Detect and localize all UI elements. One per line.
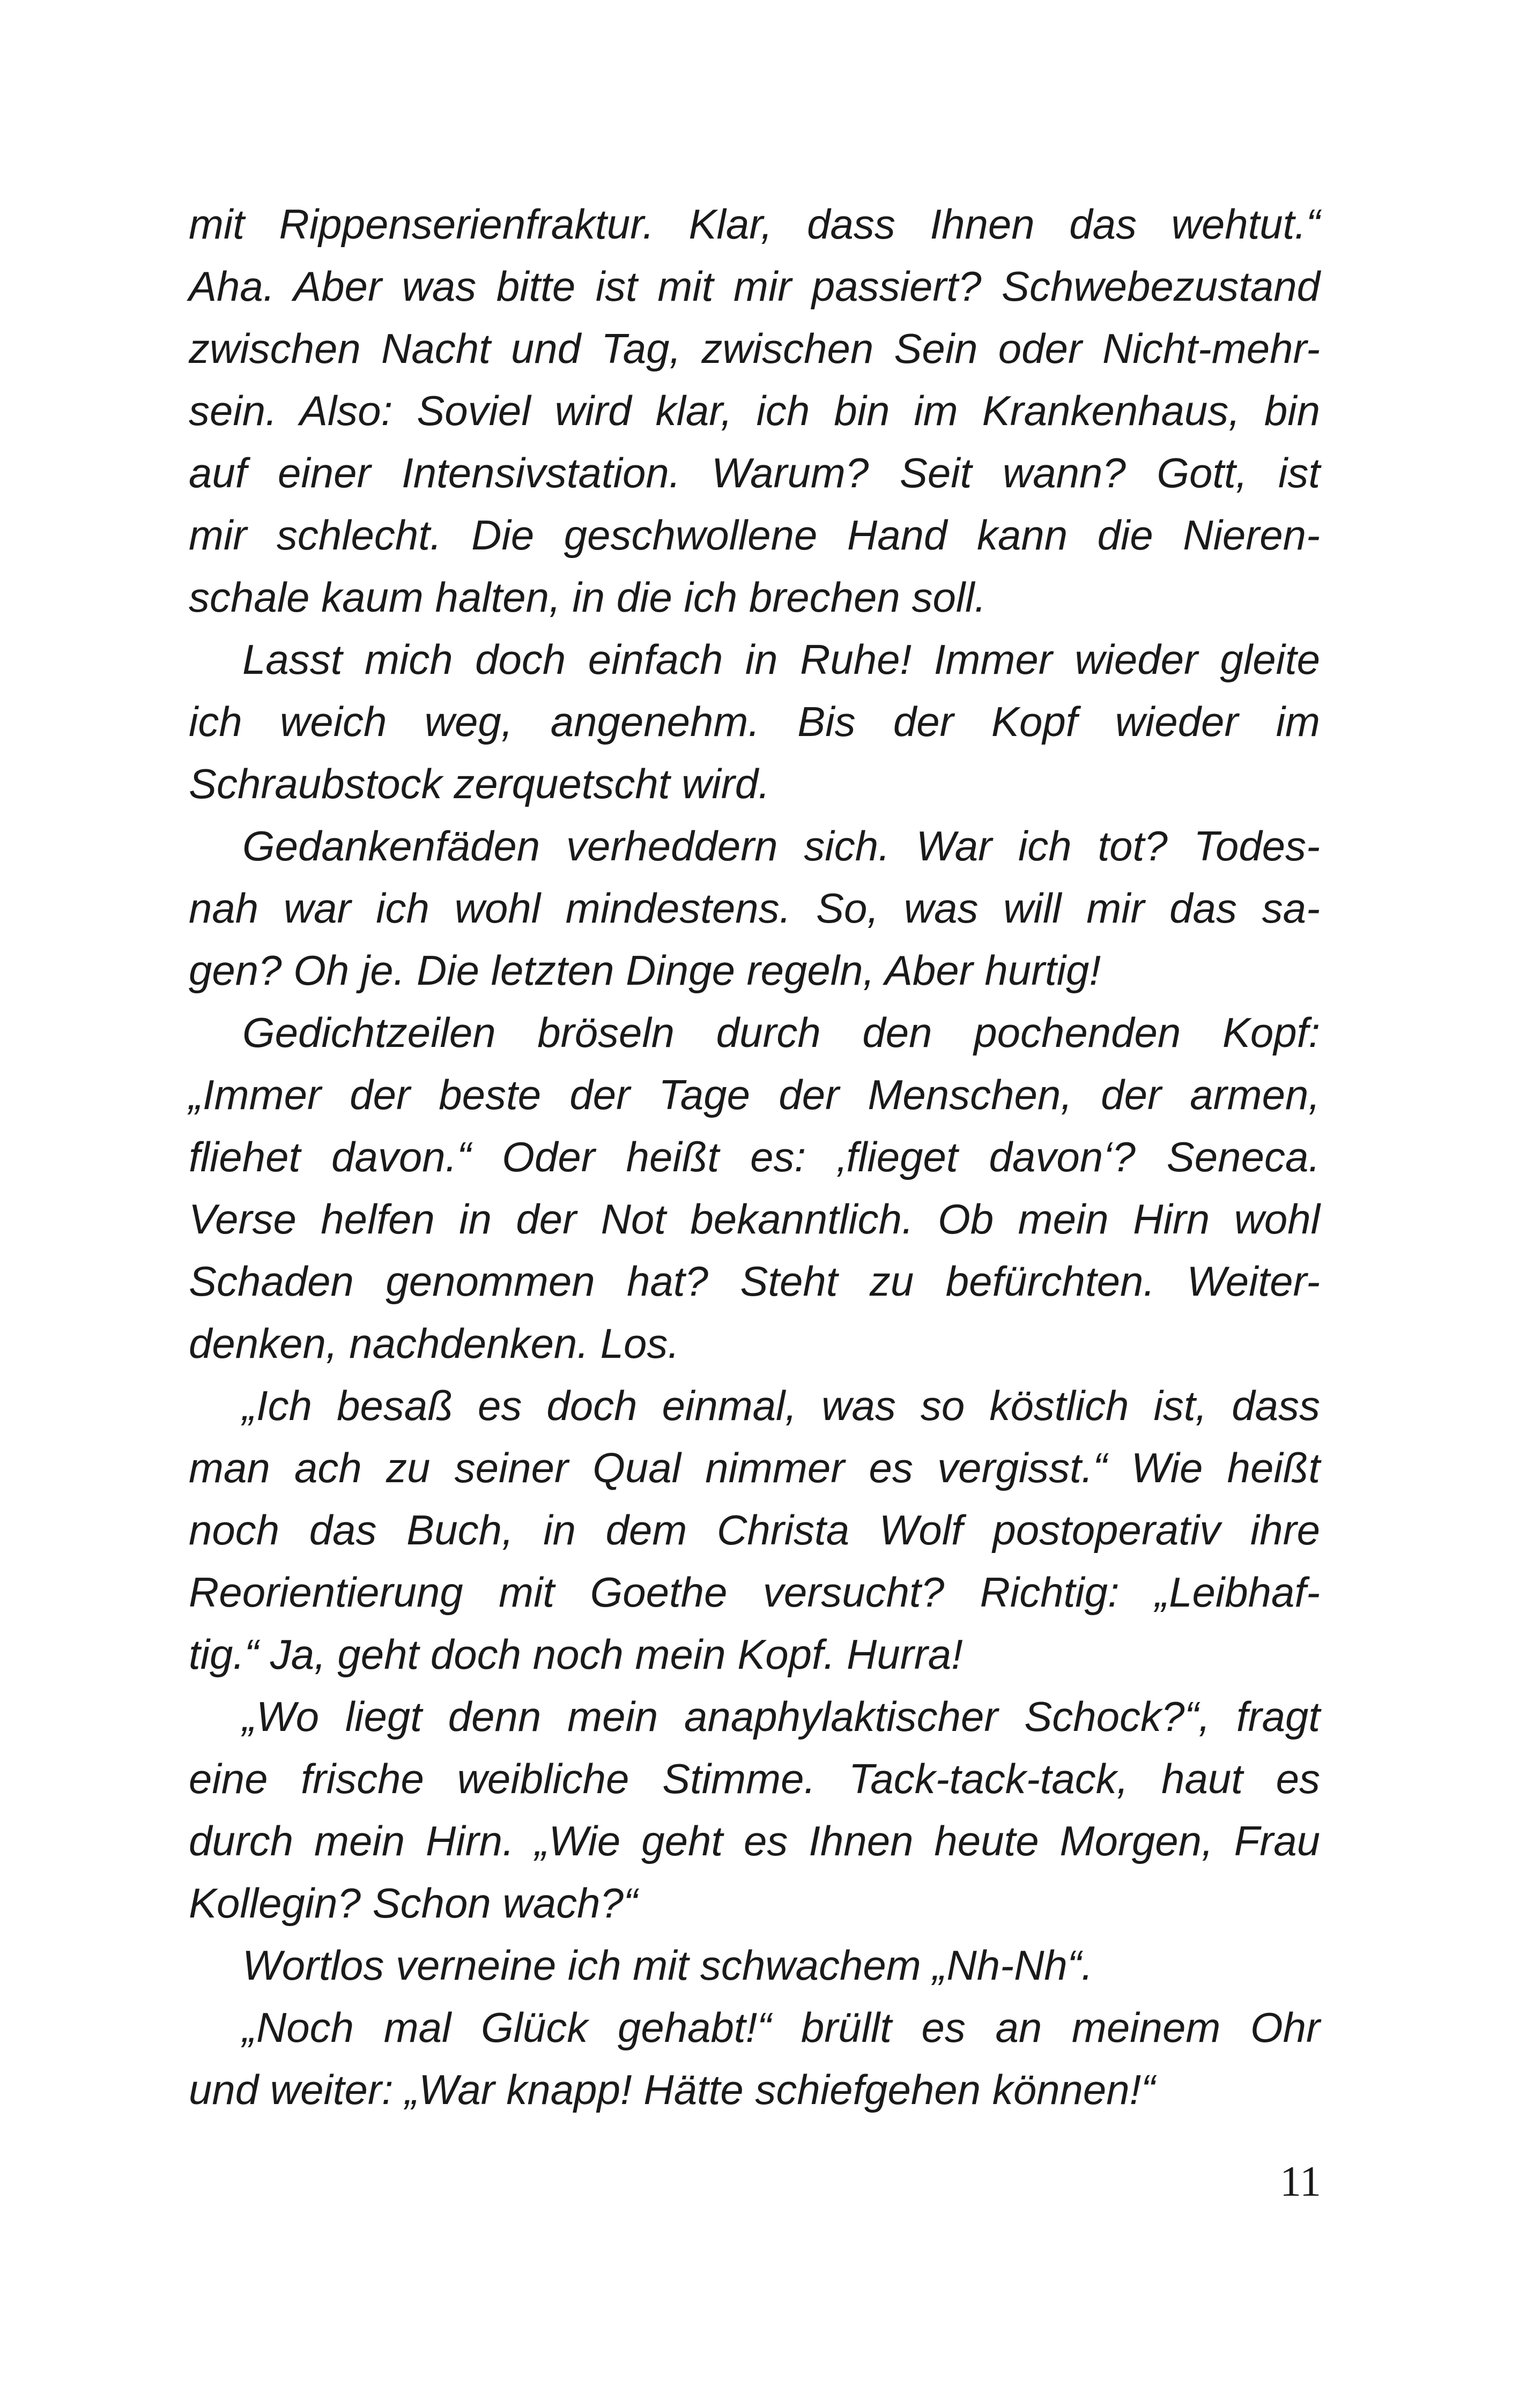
text-line: „Noch mal Glück gehabt!“ brüllt es an meinem Ohr — [242, 2004, 1320, 2051]
text-line: Lasst mich doch einfach in Ruhe! Immer wieder gleite — [242, 636, 1320, 683]
text-line: noch das Buch, in dem Christa Wolf postoperativ ihre — [189, 1506, 1320, 1554]
text-line: „Ich besaß es doch einmal, was so köstlich ist, dass — [242, 1382, 1320, 1429]
text-line: „Immer der beste der Tage der Menschen, der armen, — [189, 1071, 1320, 1118]
text-line: zwischen Nacht und Tag, zwischen Sein oder Nicht-mehr- — [189, 325, 1320, 372]
text-line: mit Rippenserienfraktur. Klar, dass Ihnen das wehtut.“ — [189, 200, 1320, 248]
text-line: sein. Also: Soviel wird klar, ich bin im Krankenhaus, bin — [189, 387, 1320, 434]
text-line: ich weich weg, angenehm. Bis der Kopf wieder im — [189, 698, 1320, 745]
text-line: und weiter: „War knapp! Hätte schiefgehen können!“ — [189, 2066, 1155, 2113]
text-line: Kollegin? Schon wach?“ — [189, 1879, 638, 1927]
text-line: denken, nachdenken. Los. — [189, 1320, 680, 1367]
text-line: „Wo liegt denn mein anaphylaktischer Schock?“, fragt — [242, 1693, 1320, 1740]
text-line: Schraubstock zerquetscht wird. — [189, 760, 770, 807]
text-line: Aha. Aber was bitte ist mit mir passiert? Schwebezustand — [189, 263, 1320, 310]
text-line: Wortlos verneine ich mit schwachem „Nh-Nh“. — [242, 1942, 1093, 1989]
text-line: nah war ich wohl mindestens. So, was will mir das sa- — [189, 885, 1320, 932]
text-line: tig.“ Ja, geht doch noch mein Kopf. Hurra! — [189, 1631, 963, 1678]
text-line: durch mein Hirn. „Wie geht es Ihnen heute Morgen, Frau — [189, 1817, 1320, 1864]
text-line: Schaden genommen hat? Steht zu befürchten. Weiter- — [189, 1258, 1320, 1305]
text-line: man ach zu seiner Qual nimmer es vergisst.“ Wie heißt — [189, 1444, 1320, 1491]
text-line: gen? Oh je. Die letzten Dinge regeln, Aber hurtig! — [189, 947, 1101, 994]
page-number: 11 — [1279, 2158, 1321, 2205]
text-line: Gedankenfäden verheddern sich. War ich tot? Todes- — [242, 822, 1320, 869]
text-line: Verse helfen in der Not bekanntlich. Ob mein Hirn wohl — [189, 1195, 1320, 1243]
text-line: auf einer Intensivstation. Warum? Seit wann? Gott, ist — [189, 449, 1320, 496]
body-text — [189, 193, 1320, 2121]
text-line: Gedichtzeilen bröseln durch den pochenden Kopf: — [242, 1009, 1320, 1056]
text-line: fliehet davon.“ Oder heißt es: ‚flieget davon‘? Seneca. — [189, 1133, 1320, 1180]
text-line: Reorientierung mit Goethe versucht? Richtig: „Leibhaf- — [189, 1569, 1320, 1616]
text-line: schale kaum halten, in die ich brechen soll. — [189, 574, 987, 621]
text-line: mir schlecht. Die geschwollene Hand kann die Nieren- — [189, 511, 1320, 559]
text-line: eine frische weibliche Stimme. Tack-tack-tack, haut es — [189, 1755, 1320, 1802]
